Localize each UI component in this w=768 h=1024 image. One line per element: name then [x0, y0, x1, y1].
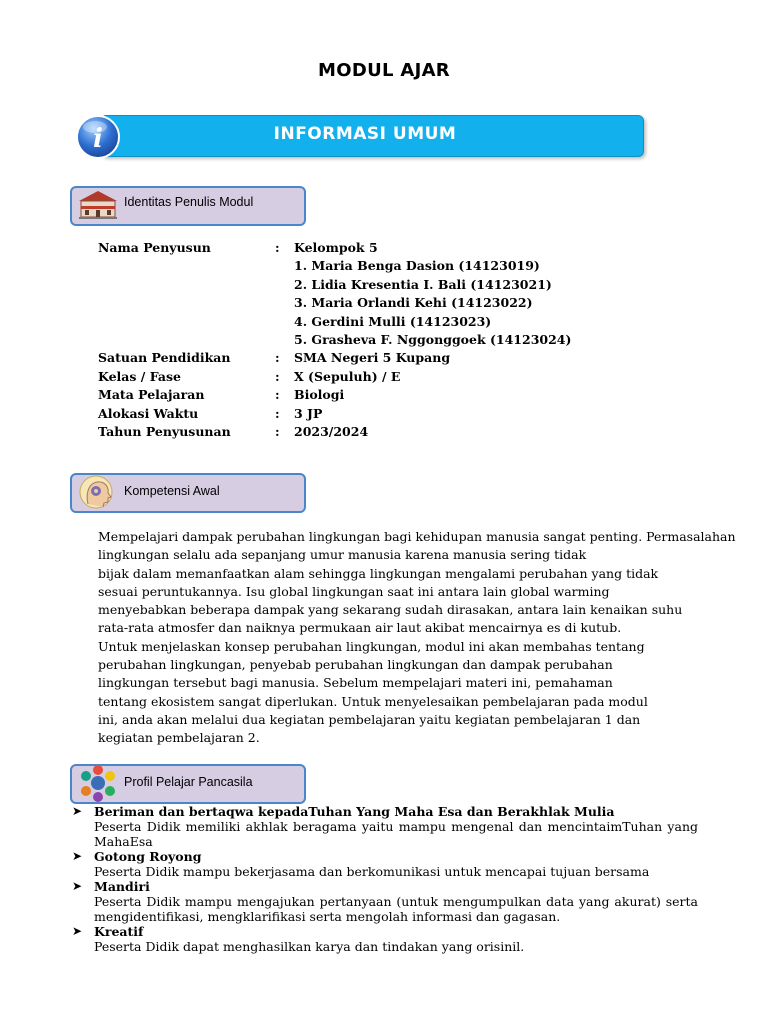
- table-row: 3. Maria Orlandi Kehi (14123022): [294, 295, 533, 311]
- list-item-heading: Mandiri: [94, 879, 150, 894]
- list-item-description: Peserta Didik mampu bekerjasama dan berkomunikasi untuk mencapai tujuan bersama: [94, 864, 650, 879]
- paragraph-line: perubahan lingkungan, penyebab perubahan lingkungan dan dampak perubahan: [98, 657, 613, 673]
- arrow-bullet-icon: ➤: [72, 804, 83, 818]
- identitas-table: [0, 239, 768, 441]
- list-item-description: Peserta Didik memiliki akhlak beragama yaitu mampu mengenal dan mencintaimTuhan yang MahaEsa: [94, 819, 698, 849]
- profil-list: [72, 804, 698, 954]
- paragraph-line: rata-rata atmosfer dan naiknya permukaan air laut akibat mencairnya es di kutub.: [98, 620, 622, 636]
- paragraph-line: ini, anda akan melalui dua kegiatan pembelajaran yaitu kegiatan pembelajaran 1 dan: [98, 711, 641, 727]
- table-row: 4. Gerdini Mulli (14123023): [294, 313, 492, 329]
- paragraph-line: tentang ekosistem sangat diperlukan. Untuk menyelesaikan pembelajaran pada modul: [98, 693, 648, 709]
- table-row: Nama Penyusun : Kelompok 5: [98, 240, 378, 255]
- section-title-identitas: Identitas Penulis Modul: [124, 195, 254, 209]
- pancasila-profile-icon: [77, 764, 119, 802]
- list-item-heading: Beriman dan bertaqwa kepadaTuhan Yang Maha Esa dan Berakhlak Mulia: [94, 804, 615, 819]
- section-title-kompetensi: Kompetensi Awal: [124, 484, 220, 498]
- paragraph-line: Untuk menjelaskan konsep perubahan lingkungan, modul ini akan membahas tentang: [98, 638, 645, 654]
- list-item-description: Peserta Didik dapat menghasilkan karya dan tindakan yang orisinil.: [94, 939, 525, 954]
- list-item-heading: Kreatif: [94, 924, 144, 939]
- list-item-heading: Gotong Royong: [94, 849, 202, 864]
- table-row: Kelas / Fase : X (Sepuluh) / E: [98, 368, 401, 384]
- arrow-bullet-icon: ➤: [72, 924, 83, 938]
- table-row: Tahun Penyusunan : 2023/2024: [98, 423, 369, 439]
- list-item: [72, 879, 698, 924]
- list-item: [72, 804, 698, 849]
- paragraph-line: sesuai peruntukannya. Isu global lingkungan saat ini antara lain global warming: [98, 583, 610, 599]
- table-row: 2. Lidia Kresentia I. Bali (14123021): [294, 276, 552, 292]
- arrow-bullet-icon: ➤: [72, 849, 83, 863]
- paragraph-line: kegiatan pembelajaran 2.: [98, 730, 260, 746]
- paragraph-line: bijak dalam memanfaatkan alam sehingga lingkungan mengalami perubahan yang tidak: [98, 565, 659, 581]
- table-row: Alokasi Waktu : 3 JP: [98, 405, 323, 421]
- table-row: 1. Maria Benga Dasion (14123019): [294, 258, 540, 274]
- table-row: 5. Grasheva F. Nggonggoek (14123024): [294, 331, 572, 347]
- section-title-profil: Profil Pelajar Pancasila: [124, 775, 253, 789]
- kompetensi-paragraph: [98, 528, 736, 748]
- paragraph-line: lingkungan selalu ada sepanjang umur manusia karena manusia sering tidak: [98, 547, 587, 563]
- paragraph-line: Mempelajari dampak perubahan lingkungan bagi kehidupan manusia sangat penting. Permasalahan: [98, 529, 736, 544]
- page-title: MODUL AJAR: [318, 60, 450, 81]
- table-row: Satuan Pendidikan : SMA Negeri 5 Kupang: [98, 350, 451, 366]
- list-item: [72, 924, 698, 954]
- list-item-description: Peserta Didik mampu mengajukan pertanyaan (untuk mengumpulkan data yang akurat) serta mengidentifikasi, mengklarifikasi serta mengolah informasi dan gagasan.: [94, 894, 698, 924]
- list-item: [72, 849, 698, 879]
- paragraph-line: lingkungan tersebut bagi manusia. Sebelum mempelajari materi ini, pemahaman: [98, 675, 613, 691]
- school-building-icon: [77, 188, 119, 220]
- svg-text:i: i: [93, 124, 103, 154]
- paragraph-line: menyebabkan beberapa dampak yang sekarang sudah dirasakan, antara lain kenaikan suhu: [98, 602, 683, 618]
- banner-title: INFORMASI UMUM: [273, 124, 457, 144]
- head-gear-icon: [78, 474, 118, 510]
- table-row: Mata Pelajaran : Biologi: [98, 387, 345, 403]
- arrow-bullet-icon: ➤: [72, 879, 83, 893]
